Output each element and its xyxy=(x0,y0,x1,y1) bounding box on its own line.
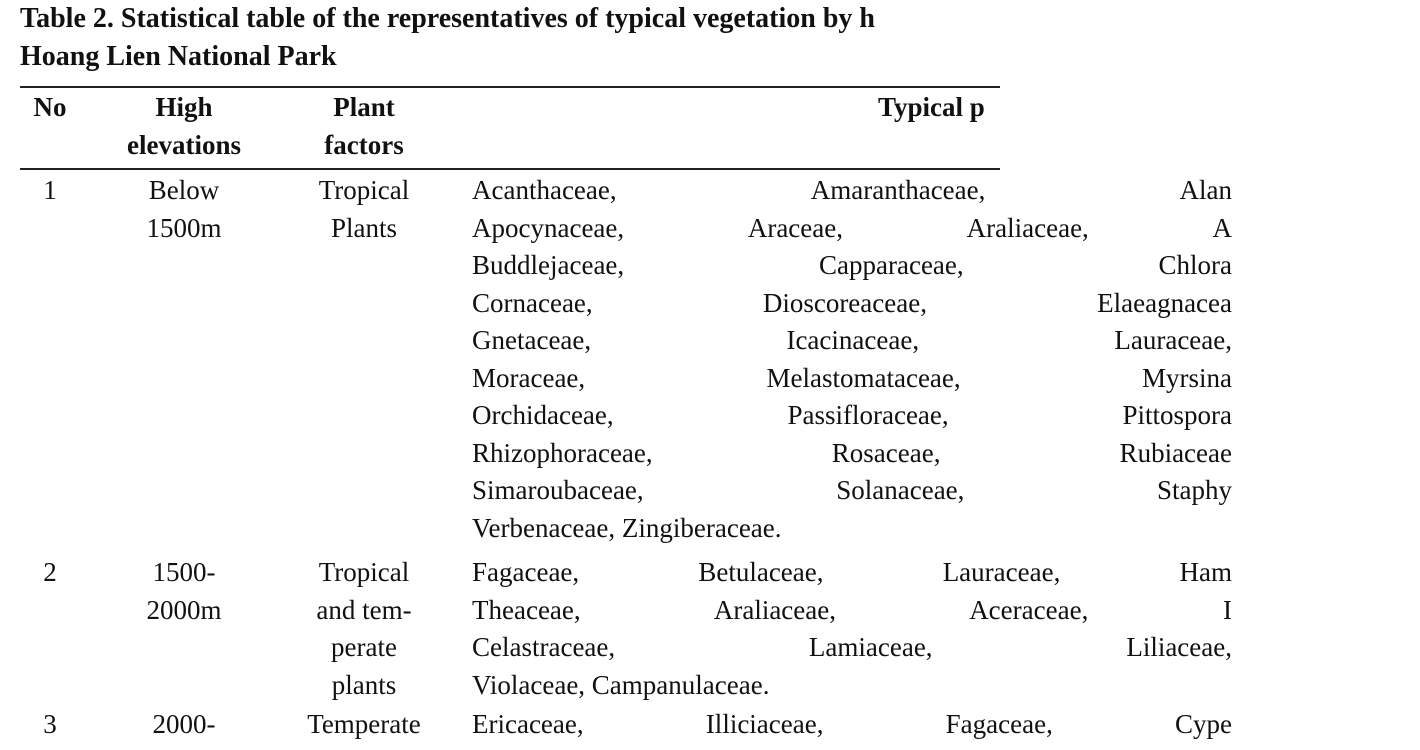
row-2-typical-line-3: Celastraceae, Lamiaceae, Liliaceae, xyxy=(472,632,1232,662)
row-1-typical xyxy=(472,172,1232,547)
row-3-factors xyxy=(288,706,440,744)
row-1-factors-line-2: Plants xyxy=(330,212,397,243)
row-1-factors-line-1: Tropical xyxy=(318,175,410,205)
row-3-typical xyxy=(472,706,1232,744)
row-1-no-value: 1 xyxy=(43,175,57,205)
row-1-typical-line-8: Rhizophoraceae, Rosaceae, Rubiaceae xyxy=(472,437,1232,468)
header-elevation-line-1: High xyxy=(155,92,213,122)
row-2-typical-line-4: Violaceae, Campanulaceae. xyxy=(472,669,770,700)
row-2-elevation-line-1: 1500- xyxy=(152,557,216,587)
row-2-no-value: 2 xyxy=(43,557,57,587)
row-1-typical-line-6: Moraceae, Melastomataceae, Myrsina xyxy=(472,362,1232,393)
row-1-typical-line-4: Cornaceae, Dioscoreaceae, Elaeagnacea xyxy=(472,287,1232,318)
row-1-typical-line-9: Simaroubaceae, Solanaceae, Staphy xyxy=(472,475,1232,505)
row-3-elevation-line-1: 2000- xyxy=(152,709,216,739)
row-3-factors-line-1: Temperate xyxy=(307,709,421,739)
header-typical-label: Typical p xyxy=(878,92,985,122)
header-factors xyxy=(288,89,440,164)
row-1-typical-line-10: Verbenaceae, Zingiberaceae. xyxy=(472,512,782,543)
row-2-typical xyxy=(472,554,1232,704)
row-3-typical-line-1: Ericaceae, Illiciaceae, Fagaceae, Cype xyxy=(472,709,1232,739)
row-1-typical-line-5: Gnetaceae, Icacinaceae, Lauraceae, xyxy=(472,325,1232,355)
header-elevation xyxy=(100,89,268,164)
row-1-elevation xyxy=(100,172,268,247)
header-elevation-line-2: elevations xyxy=(127,129,241,160)
row-1-typical-line-2: Apocynaceae, Araceae, Araliaceae, A xyxy=(472,212,1232,243)
row-3-elevation xyxy=(100,706,268,744)
header-factors-line-2: factors xyxy=(324,129,404,160)
row-1-elevation-line-2: 1500m xyxy=(146,212,222,243)
row-1-elevation-line-1: Below xyxy=(148,175,220,205)
row-2-typical-line-2: Theaceae, Araliaceae, Aceraceae, I xyxy=(472,594,1232,625)
table-caption-line-1: Table 2. Statistical table of the representatives of typical vegetation by h xyxy=(20,3,875,34)
header-no-label: No xyxy=(33,92,67,122)
row-2-no xyxy=(20,554,80,592)
row-2-factors-line-1: Tropical xyxy=(318,557,410,587)
header-factors-line-1: Plant xyxy=(333,92,395,122)
header-no xyxy=(20,89,80,127)
row-2-typical-line-1: Fagaceae, Betulaceae, Lauraceae, Ham xyxy=(472,557,1232,587)
row-1-typical-line-1: Acanthaceae, Amaranthaceae, Alan xyxy=(472,175,1232,205)
row-2-factors-line-4: plants xyxy=(331,669,397,700)
table-caption xyxy=(20,0,1420,76)
header-rule xyxy=(20,168,1000,170)
row-3-no xyxy=(20,706,80,744)
row-2-factors-line-2: and tem- xyxy=(316,594,412,625)
row-2-elevation-line-2: 2000m xyxy=(146,594,222,625)
row-1-no xyxy=(20,172,80,210)
row-3-no-value: 3 xyxy=(43,709,57,739)
row-2-factors-line-3: perate xyxy=(331,632,397,662)
header-typical xyxy=(878,89,1278,127)
table-top-rule xyxy=(20,86,1000,88)
row-1-typical-line-7: Orchidaceae, Passifloraceae, Pittospora xyxy=(472,400,1232,430)
row-1-factors xyxy=(288,172,440,247)
table-caption-line-2: Hoang Lien National Park xyxy=(20,41,337,72)
row-2-elevation xyxy=(100,554,268,629)
row-1-typical-line-3: Buddlejaceae, Capparaceae, Chlora xyxy=(472,250,1232,280)
row-2-factors xyxy=(288,554,440,704)
